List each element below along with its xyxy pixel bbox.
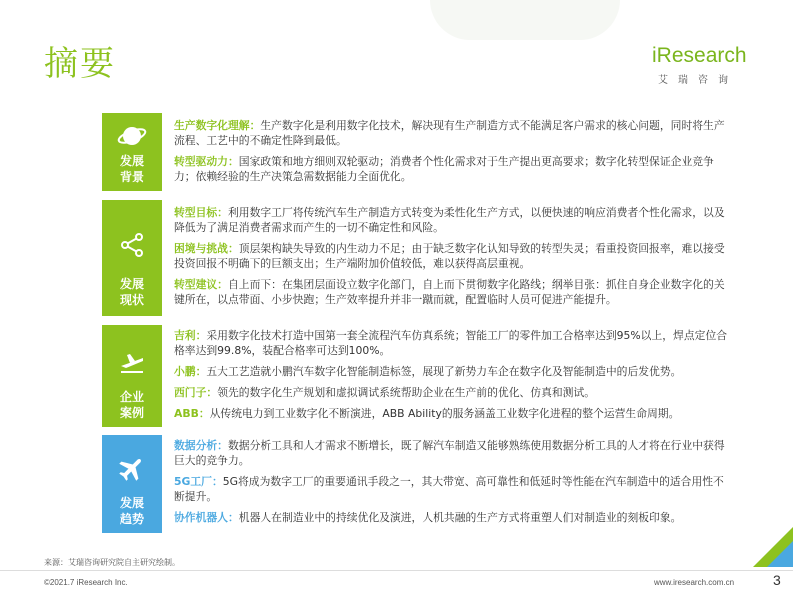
section-text-status — [174, 205, 734, 313]
website-url: www.iresearch.com.cn — [654, 578, 735, 587]
list-item: 转型目标：利用数字工厂将传统汽车生产制造方式转变为柔性化生产方式，以便快速的响应消费者个性化需求，以及降低为了满足消费者需求而产生的一切不确定性和风险。 — [174, 206, 725, 234]
corner-decoration — [753, 527, 793, 567]
iresearch-logo — [652, 44, 752, 84]
footer-divider — [0, 570, 793, 571]
page-number: 3 — [773, 572, 781, 588]
list-item: 转型建议：自上而下：在集团层面设立数字化部门，自上而下贯彻数字化路线；纲举目张：抓住自身企业数字化的关键所在，以点带面、小步快跑；生产效率提升并非一蹴而就，配置临时人员可促进产能提升。 — [174, 278, 725, 306]
section-label: 发展 趋势 — [119, 496, 144, 526]
airplane-icon — [102, 447, 162, 489]
section-trends — [102, 435, 162, 533]
share-icon — [102, 224, 162, 266]
list-item: 西门子：领先的数字化生产规划和虚拟调试系统帮助企业在生产前的优化、仿真和测试。 — [174, 386, 596, 399]
section-text-background — [174, 118, 734, 190]
list-item: ABB：从传统电力到工业数字化不断演进，ABB Ability的服务涵盖工业数字化进程的整个运营生命周期。 — [174, 407, 680, 420]
copyright: ©2021.7 iResearch Inc. — [44, 578, 128, 587]
section-cases — [102, 325, 162, 427]
list-item: 小鹏：五大工艺造就小鹏汽车数字化智能制造标签，展现了新势力车企在数字化及智能制造中的后发优势。 — [174, 365, 682, 378]
section-text-trends — [174, 438, 734, 531]
list-item: 困境与挑战：顶层架构缺失导致的内生动力不足；由于缺乏数字化认知导致的转型失灵；看重投资回报率，难以接受投资回报不明确下的巨额支出；生产端附加价值较低，难以获得高层重视。 — [174, 242, 725, 270]
section-tile — [102, 200, 162, 316]
section-tile — [102, 113, 162, 191]
source-note: 来源：艾瑞咨询研究院自主研究绘制。 — [44, 558, 180, 567]
section-label: 发展 现状 — [119, 277, 144, 307]
planet-icon — [102, 115, 162, 157]
header-decoration — [430, 0, 620, 40]
list-item: 5G工厂：5G将成为数字工厂的重要通讯手段之一，其大带宽、高可靠性和低延时等性能在汽车制造中的适合用性不断提升。 — [174, 475, 724, 503]
list-item: 协作机器人：机器人在制造业中的持续优化及演进，人机共融的生产方式将重塑人们对制造业的刻板印象。 — [174, 511, 682, 524]
section-background — [102, 113, 162, 191]
airplane-takeoff-icon — [102, 341, 162, 383]
section-tile — [102, 435, 162, 533]
list-item: 吉利：采用数字化技术打造中国第一套全流程汽车仿真系统；智能工厂的零件加工合格率达到95%以上，焊点定位合格率达到99.8%，装配合格率可达到100%。 — [174, 329, 728, 357]
logo-chinese: 艾瑞咨询 — [658, 75, 738, 86]
section-tile — [102, 325, 162, 427]
list-item: 转型驱动力：国家政策和地方细则双轮驱动；消费者个性化需求对于生产提出更高要求；数字化转型保证企业竞争力；依赖经验的生产决策急需数据能力全面优化。 — [174, 155, 714, 183]
list-item: 数据分析：数据分析工具和人才需求不断增长，既了解汽车制造又能够熟练使用数据分析工具的人才将在行业中获得巨大的竞争力。 — [174, 439, 725, 467]
logo-wordmark: iResearch — [652, 44, 747, 67]
section-label: 企业 案例 — [119, 390, 144, 420]
list-item: 生产数字化理解：生产数字化是利用数字化技术，解决现有生产制造方式不能满足客户需求的核心问题，同时将生产流程、工艺中的不确定性降到最低。 — [174, 119, 725, 147]
section-text-cases — [174, 328, 734, 427]
section-status — [102, 200, 162, 316]
section-label: 发展 背景 — [119, 154, 144, 184]
page-title: 摘要 — [44, 44, 116, 84]
